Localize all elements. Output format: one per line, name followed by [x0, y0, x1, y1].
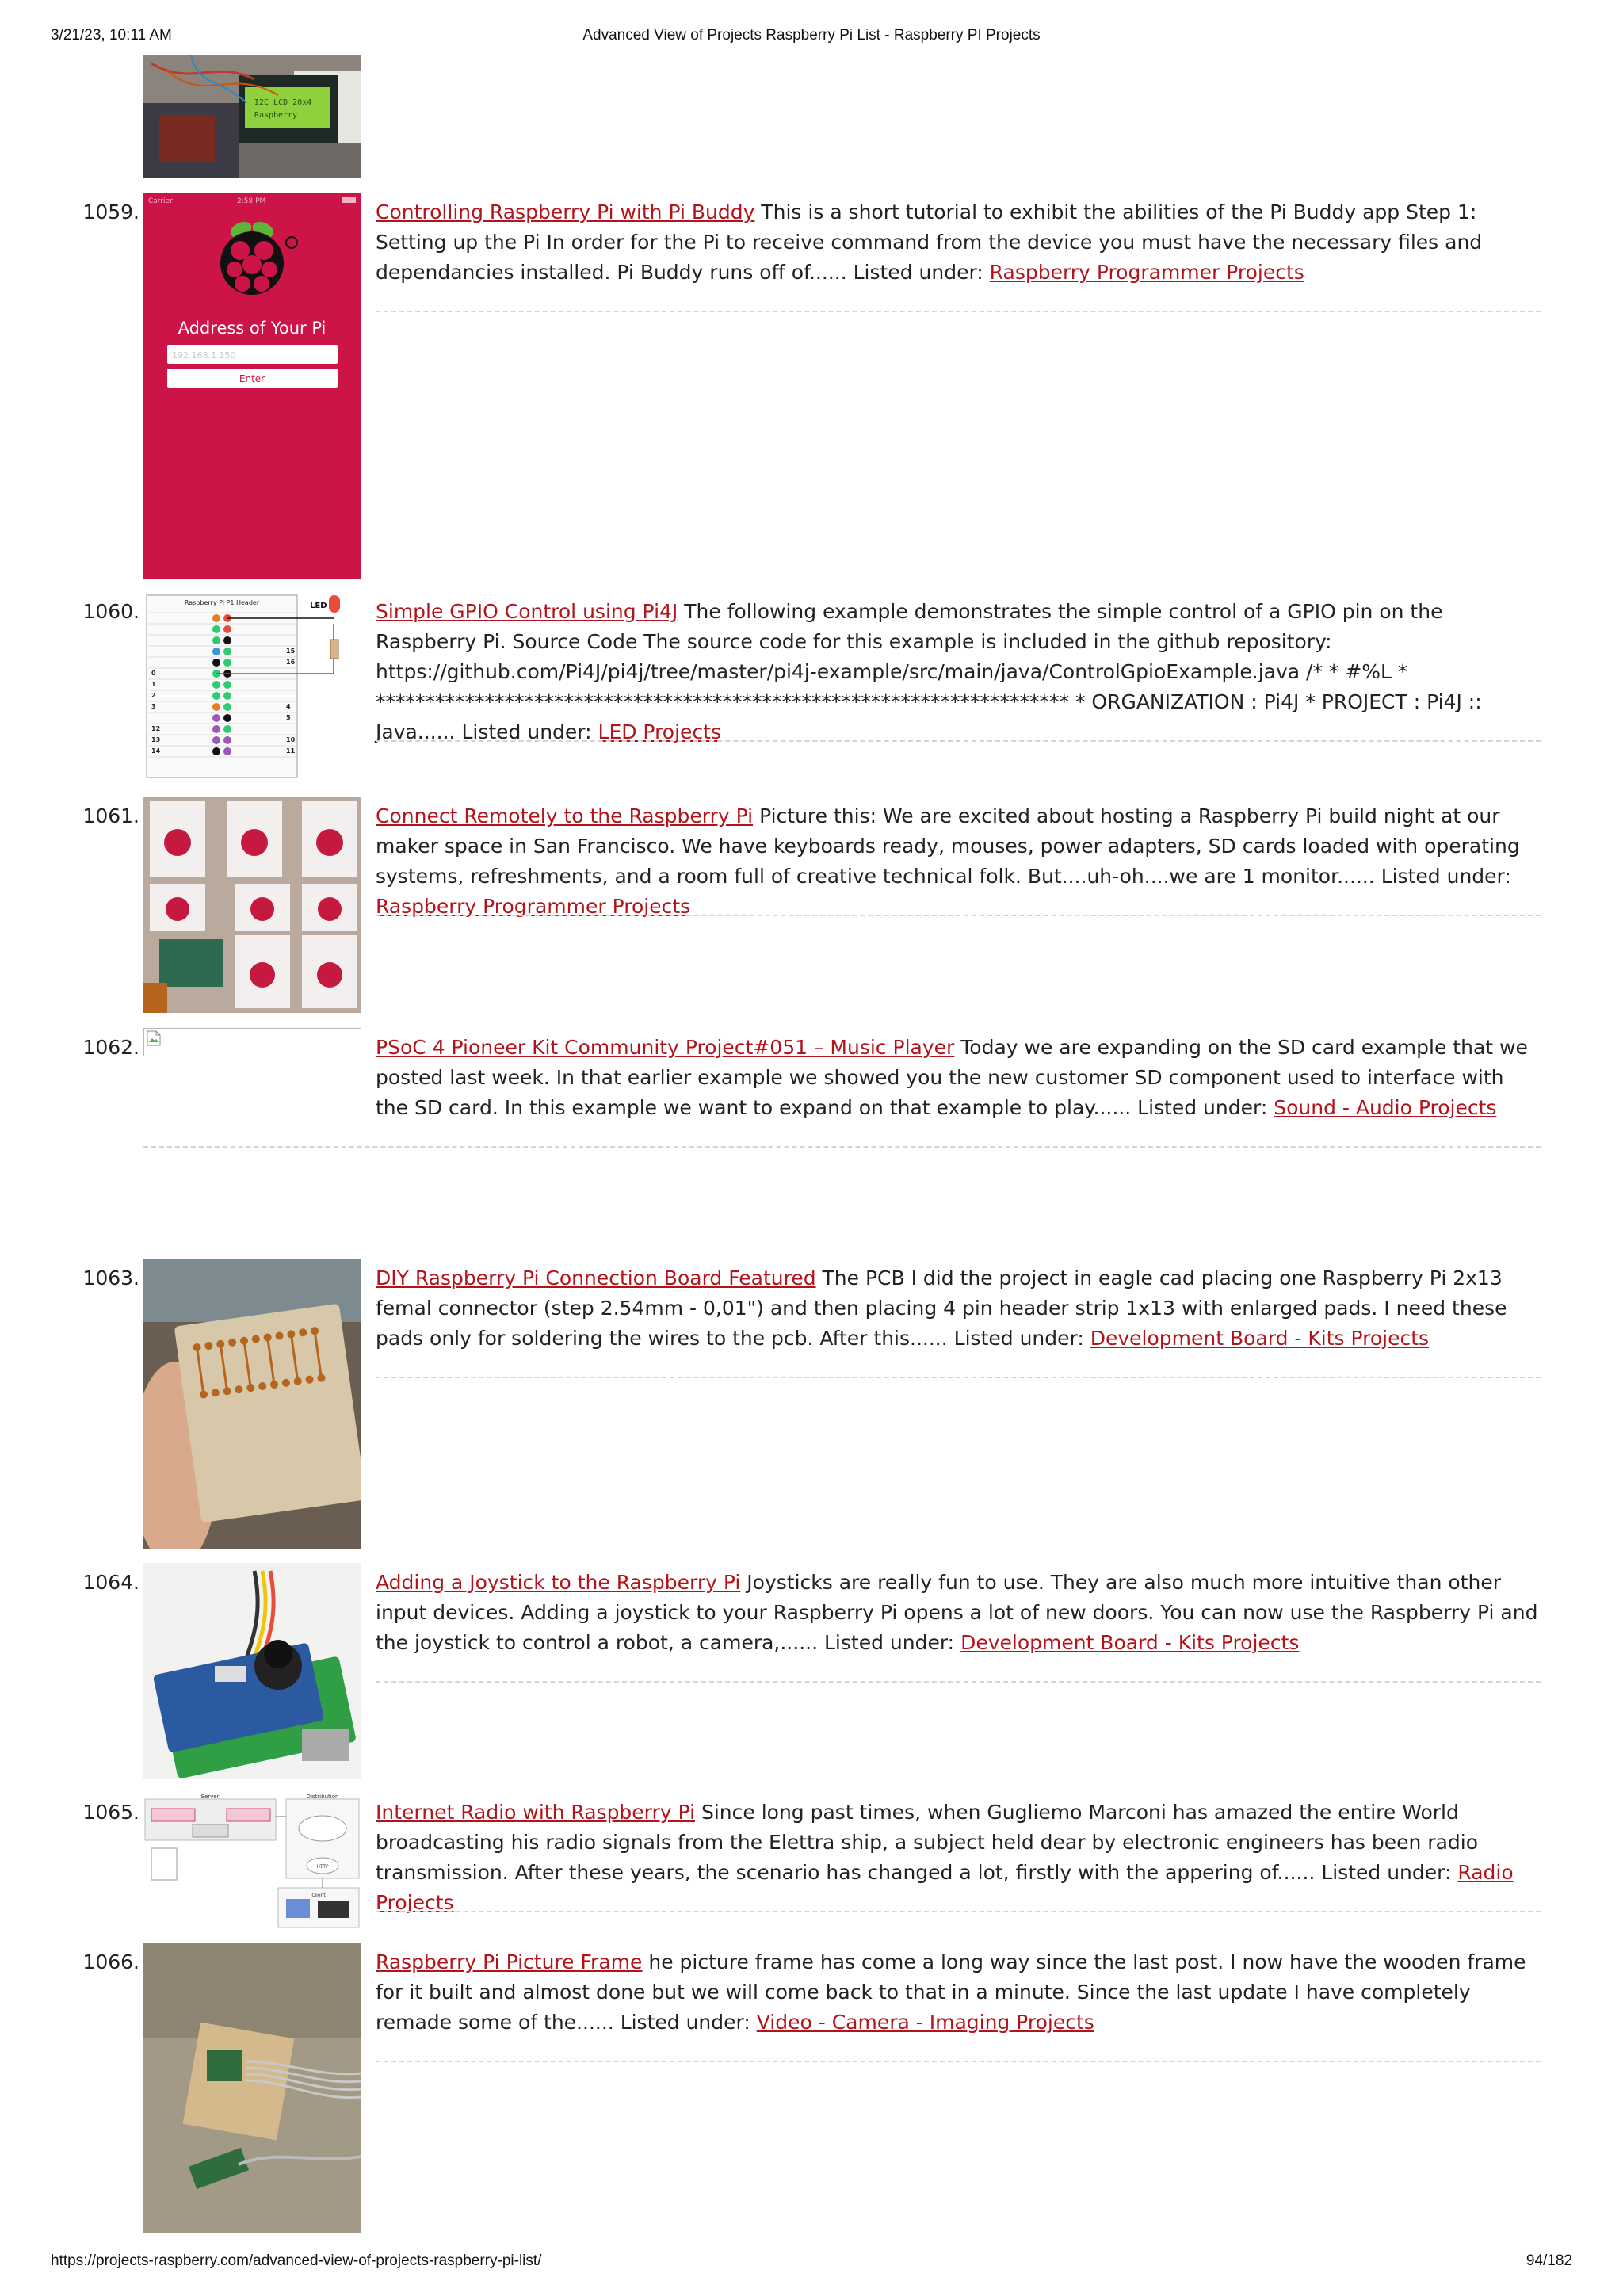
entry-thumbnail[interactable] — [143, 1563, 361, 1779]
gpio-pin-label: 15 — [286, 648, 296, 655]
entry-text — [376, 1263, 1541, 1354]
gpio-pin-label: 3 — [151, 703, 156, 710]
gpio-pin-label: 4 — [286, 703, 291, 710]
entry-text — [376, 597, 1541, 747]
print-title: Advanced View of Projects Raspberry Pi List - Raspberry PI Projects — [582, 27, 1041, 44]
entry-divider — [376, 740, 1541, 742]
entry-number: 1059. — [82, 201, 139, 223]
entry-text — [376, 1797, 1541, 1918]
print-datetime: 3/21/23, 10:11 AM — [51, 27, 172, 44]
entry-description: This is a short tutorial to exhibit the abilities of the Pi Buddy app Step 1: Setting up the Pi In order for the Pi to receive command from the device you must have the necessary files and dependancies installed. Pi Buddy runs off of...... — [376, 201, 1483, 284]
entry-thumbnail[interactable] — [143, 592, 361, 781]
http-label: HTTP — [316, 1864, 329, 1870]
category-link[interactable]: Video - Camera - Imaging Projects — [756, 2011, 1094, 2034]
entry-divider — [376, 2061, 1541, 2062]
client-label: Client — [311, 1893, 326, 1898]
entry-title-link[interactable]: Controlling Raspberry Pi with Pi Buddy — [376, 201, 755, 223]
entry-divider — [376, 1377, 1541, 1378]
broken-image-icon — [143, 1028, 361, 1056]
entry-number: 1061. — [82, 804, 139, 827]
svg-text:Raspberry: Raspberry — [254, 111, 298, 120]
category-link[interactable]: Development Board - Kits Projects — [1090, 1327, 1430, 1350]
pi-buddy-app-screenshot — [143, 193, 361, 579]
carrier-label: Carrier — [148, 197, 173, 205]
entry-thumbnail[interactable] — [143, 797, 361, 1013]
entry-number: 1066. — [82, 1950, 139, 1973]
gpio-pin-label: 5 — [286, 714, 291, 721]
entry-thumbnail[interactable] — [143, 1793, 361, 1929]
gpio-wiring-diagram — [143, 592, 361, 781]
print-header — [51, 27, 1572, 48]
entry-divider — [376, 1911, 1541, 1912]
entry-title-link[interactable]: PSoC 4 Pioneer Kit Community Project#051 – Music Player — [376, 1036, 955, 1059]
entry-text — [376, 801, 1541, 922]
entry-title-link[interactable]: Connect Remotely to the Raspberry Pi — [376, 804, 754, 827]
svg-text:I2C LCD 20x4: I2C LCD 20x4 — [254, 98, 312, 107]
listed-under-label: Listed under: — [1137, 1096, 1268, 1119]
category-link[interactable]: Raspberry Programmer Projects — [989, 261, 1304, 284]
entry-thumbnail[interactable] — [143, 1028, 361, 1056]
entry-number: 1060. — [82, 600, 139, 623]
entry-text — [376, 1947, 1541, 2038]
entry-text — [376, 1033, 1541, 1123]
entry-text — [376, 197, 1541, 288]
picture-frame-circuit-photo — [143, 1943, 361, 2233]
gpio-pin-label: 1 — [151, 681, 156, 688]
gpio-pin-label: 13 — [151, 736, 161, 743]
entry-divider — [376, 1681, 1541, 1683]
lcd-board-photo — [143, 55, 361, 178]
entry-description: Picture this: We are excited about hosting a Raspberry Pi build night at our maker space in San Francisco. We have keyboards ready, mouses, power adapters, SD cards loaded with operating systems, refreshments, and a room full of creative technical folk. But....uh-oh....we are 1 monitor...... — [376, 804, 1520, 888]
entry-number: 1064. — [82, 1571, 139, 1594]
entry-number: 1065. — [82, 1801, 139, 1824]
entry-description: The following example demonstrates the simple control of a GPIO pin on the Raspberry Pi. Source Code The source code for this example is included in the github repository: https://github.com/Pi4J/pi4j/tree/master/pi4j-example/src/main/java/ControlGpioExample.java /* * #%L * ********************************************************************** * ORGANIZATION : Pi4J * PROJECT : Pi4J :: Java...... — [376, 600, 1482, 743]
entry-divider — [376, 915, 1541, 916]
print-url: https://projects-raspberry.com/advanced-view-of-projects-raspberry-pi-list/ — [51, 2252, 542, 2269]
entry-title-link[interactable]: Adding a Joystick to the Raspberry Pi — [376, 1571, 741, 1594]
listed-under-label: Listed under: — [853, 261, 983, 284]
raspberry-pi-boxes-photo — [143, 797, 361, 1013]
server-label: Server — [200, 1794, 220, 1800]
listed-under-label: Listed under: — [953, 1327, 1084, 1350]
internet-radio-diagram — [143, 1793, 361, 1929]
gpio-pin-label: 16 — [286, 659, 296, 666]
entry-description: Today we are expanding on the SD card example that we posted last week. In that earlier example we showed you the new customer SD component used to interface with the SD card. In this example we want to expand on that example to play...... — [376, 1036, 1528, 1119]
category-link[interactable]: LED Projects — [598, 720, 721, 743]
gpio-pin-label: 0 — [151, 670, 156, 677]
gpio-pin-label: 12 — [151, 725, 161, 732]
listed-under-label: Listed under: — [1381, 865, 1511, 888]
header-title: Raspberry Pi P1 Header — [184, 599, 260, 606]
entry-thumbnail[interactable] — [143, 1259, 361, 1549]
entry-description: The PCB I did the project in eagle cad placing one Raspberry Pi 2x13 femal connector (step 2.54mm - 0,01") and then placing 4 pin header strip 1x13 with enlarged pads. I need these pads only for soldering the wires to the pcb. After this...... — [376, 1266, 1507, 1350]
gpio-pin-label: 2 — [151, 692, 156, 699]
pi-address-placeholder: 192.168.1.150 — [172, 350, 236, 361]
entry-description: Since long past times, when Gugliemo Marconi has amazed the entire World broadcasting his radio signals from the Elettra ship, a subject held dear by electronic engineers has been radio transmission. After these years, the scenario has changed a lot, firstly with the appering of...... — [376, 1801, 1479, 1884]
entry-thumbnail[interactable] — [143, 193, 361, 579]
distribution-label: Distribution — [306, 1794, 339, 1800]
listed-under-label: Listed under: — [824, 1631, 955, 1654]
listed-under-label: Listed under: — [620, 2011, 750, 2034]
entry-description: Joysticks are really fun to use. They are also much more intuitive than other input devices. Adding a joystick to your Raspberry Pi opens a lot of new doors. You can now use the Raspberry Pi and the joystick to control a robot, a camera,...... — [376, 1571, 1538, 1654]
gpio-pin-label: 11 — [286, 747, 296, 755]
entry-thumbnail[interactable] — [143, 1943, 361, 2233]
joystick-shield-photo — [143, 1563, 361, 1779]
entry-description: he picture frame has come a long way since the last post. I now have the wooden frame for it built and almost done but we will come back to that in a minute. Since the last update I have completely remade some of the...... — [376, 1950, 1526, 2034]
pcb-board-photo — [143, 1259, 361, 1549]
entry-title-link[interactable]: Internet Radio with Raspberry Pi — [376, 1801, 696, 1824]
entry-number: 1062. — [82, 1036, 139, 1059]
pi-address-heading: Address of Your Pi — [178, 319, 327, 338]
category-link[interactable]: Radio Projects — [376, 1861, 1514, 1914]
category-link[interactable]: Raspberry Programmer Projects — [376, 895, 691, 918]
category-link[interactable]: Sound - Audio Projects — [1274, 1096, 1497, 1119]
entry-title-link[interactable]: DIY Raspberry Pi Connection Board Featured — [376, 1266, 816, 1289]
category-link[interactable]: Development Board - Kits Projects — [960, 1631, 1300, 1654]
led-label: LED — [310, 602, 327, 610]
gpio-pin-label: 10 — [286, 736, 296, 743]
gpio-pin-label: 14 — [151, 747, 161, 755]
entry-number: 1063. — [82, 1266, 139, 1289]
led-icon — [329, 595, 340, 613]
page-number: 94/182 — [1526, 2252, 1572, 2269]
time-label: 2:58 PM — [237, 197, 266, 205]
entry-text — [376, 1568, 1541, 1658]
listed-under-label: Listed under: — [461, 720, 592, 743]
entry-title-link[interactable]: Simple GPIO Control using Pi4J — [376, 600, 678, 623]
entry-divider — [143, 1146, 1541, 1148]
listed-under-label: Listed under: — [1321, 1861, 1452, 1884]
entry-divider — [376, 311, 1541, 312]
print-footer — [51, 2252, 1572, 2273]
previous-entry-thumbnail[interactable] — [143, 55, 361, 178]
entry-title-link[interactable]: Raspberry Pi Picture Frame — [376, 1950, 643, 1973]
enter-button-label: Enter — [239, 373, 265, 384]
